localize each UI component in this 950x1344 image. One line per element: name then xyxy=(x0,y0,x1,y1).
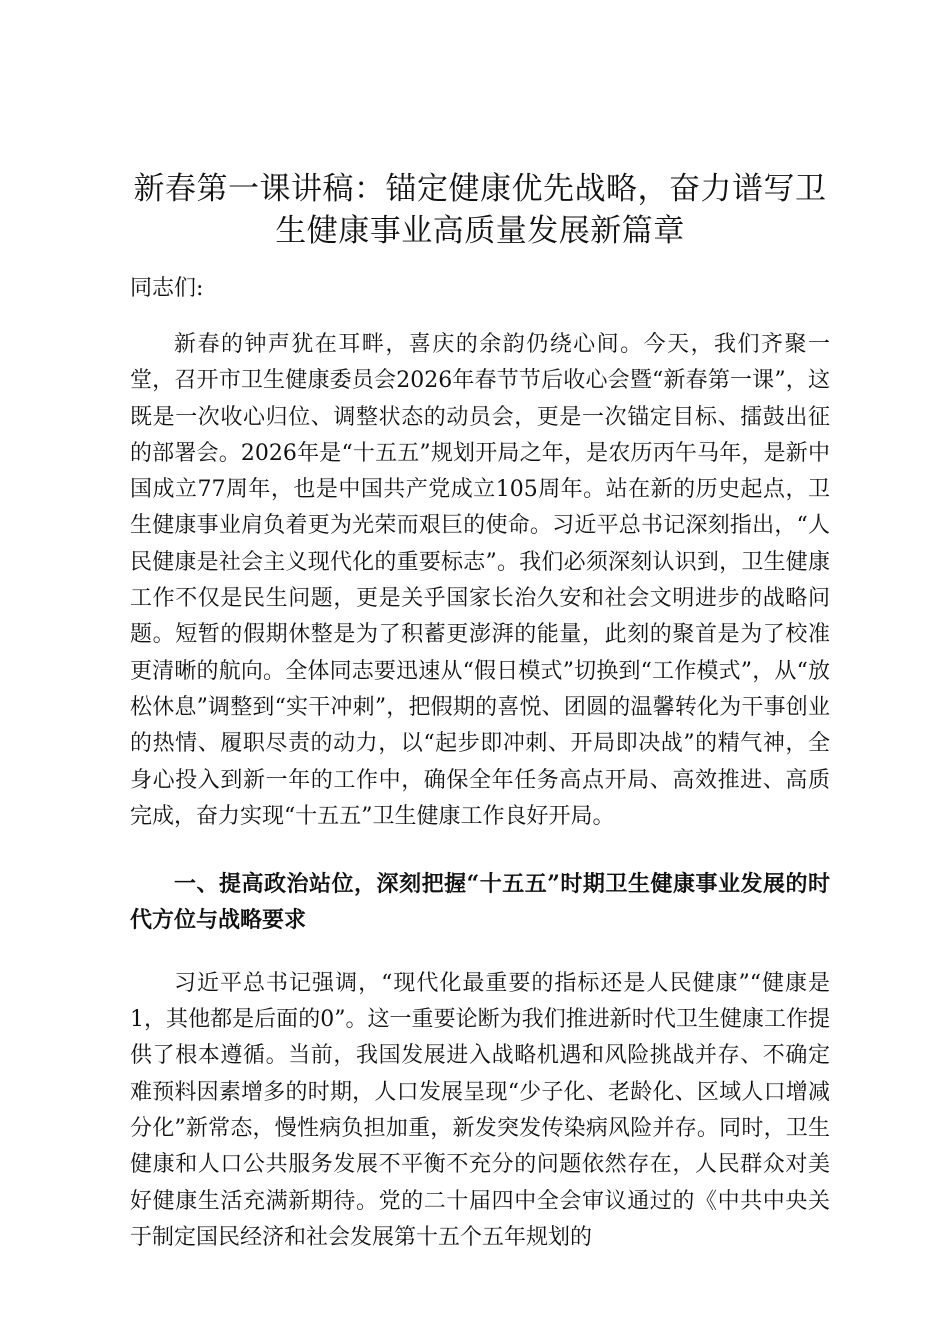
document-title: 新春第一课讲稿：锚定健康优先战略，奋力谱写卫生健康事业高质量发展新篇章 xyxy=(133,171,827,249)
section-1-paragraph: 习近平总书记强调，“现代化最重要的指标还是人民健康”“健康是1，其他都是后面的0”。这一重要论断为我们推进新时代卫生健康工作提供了根本遵循。当前，我国发展进入战略机遇和风险挑战并存、不确定难预料因素增多的时期，人口发展呈现“少子化、老龄化、区域人口增减分化”新常态，慢性病负担加重，新发突发传染病风险并存。同时，卫生健康和人口公共服务发展不平衡不充分的问题依然存在，人民群众对美好健康生活充满新期待。党的二十届四中全会审议通过的《中共中央关于制定国民经济和社会发展第十五个五年规划的 xyxy=(130,970,830,1250)
intro-paragraph: 新春的钟声犹在耳畔，喜庆的余韵仍绕心间。今天，我们齐聚一堂，召开市卫生健康委员会2026年春节节后收心会暨“新春第一课”，这既是一次收心归位、调整状态的动员会，更是一次锚定目标、擂鼓出征的部署会。2026年是“十五五”规划开局之年，是农历丙午马年，是新中国成立77周年，也是中国共产党成立105周年。站在新的历史起点，卫生健康事业肩负着更为光荣而艰巨的使命。习近平总书记深刻指出，“人民健康是社会主义现代化的重要标志”。我们必须深刻认识到，卫生健康工作不仅是民生问题，更是关乎国家长治久安和社会文明进步的战略问题。短暂的假期休整是为了积蓄更澎湃的能量，此刻的聚首是为了校准更清晰的航向。全体同志要迅速从“假日模式”切换到“工作模式”，从“放松休息”调整到“实干冲刺”，把假期的喜悦、团圆的温馨转化为干事创业的热情、履职尽责的动力，以“起步即冲刺、开局即决战”的精气神，全身心投入到新一年的工作中，确保全年任务高点开局、高效推进、高质完成，奋力实现“十五五”卫生健康工作良好开局。 xyxy=(130,332,830,829)
document-page xyxy=(130,168,830,1256)
section-1-heading: 一、提高政治站位，深刻把握“十五五”时期卫生健康事业发展的时代方位与战略要求 xyxy=(130,871,830,934)
salutation: 同志们: xyxy=(130,276,204,301)
